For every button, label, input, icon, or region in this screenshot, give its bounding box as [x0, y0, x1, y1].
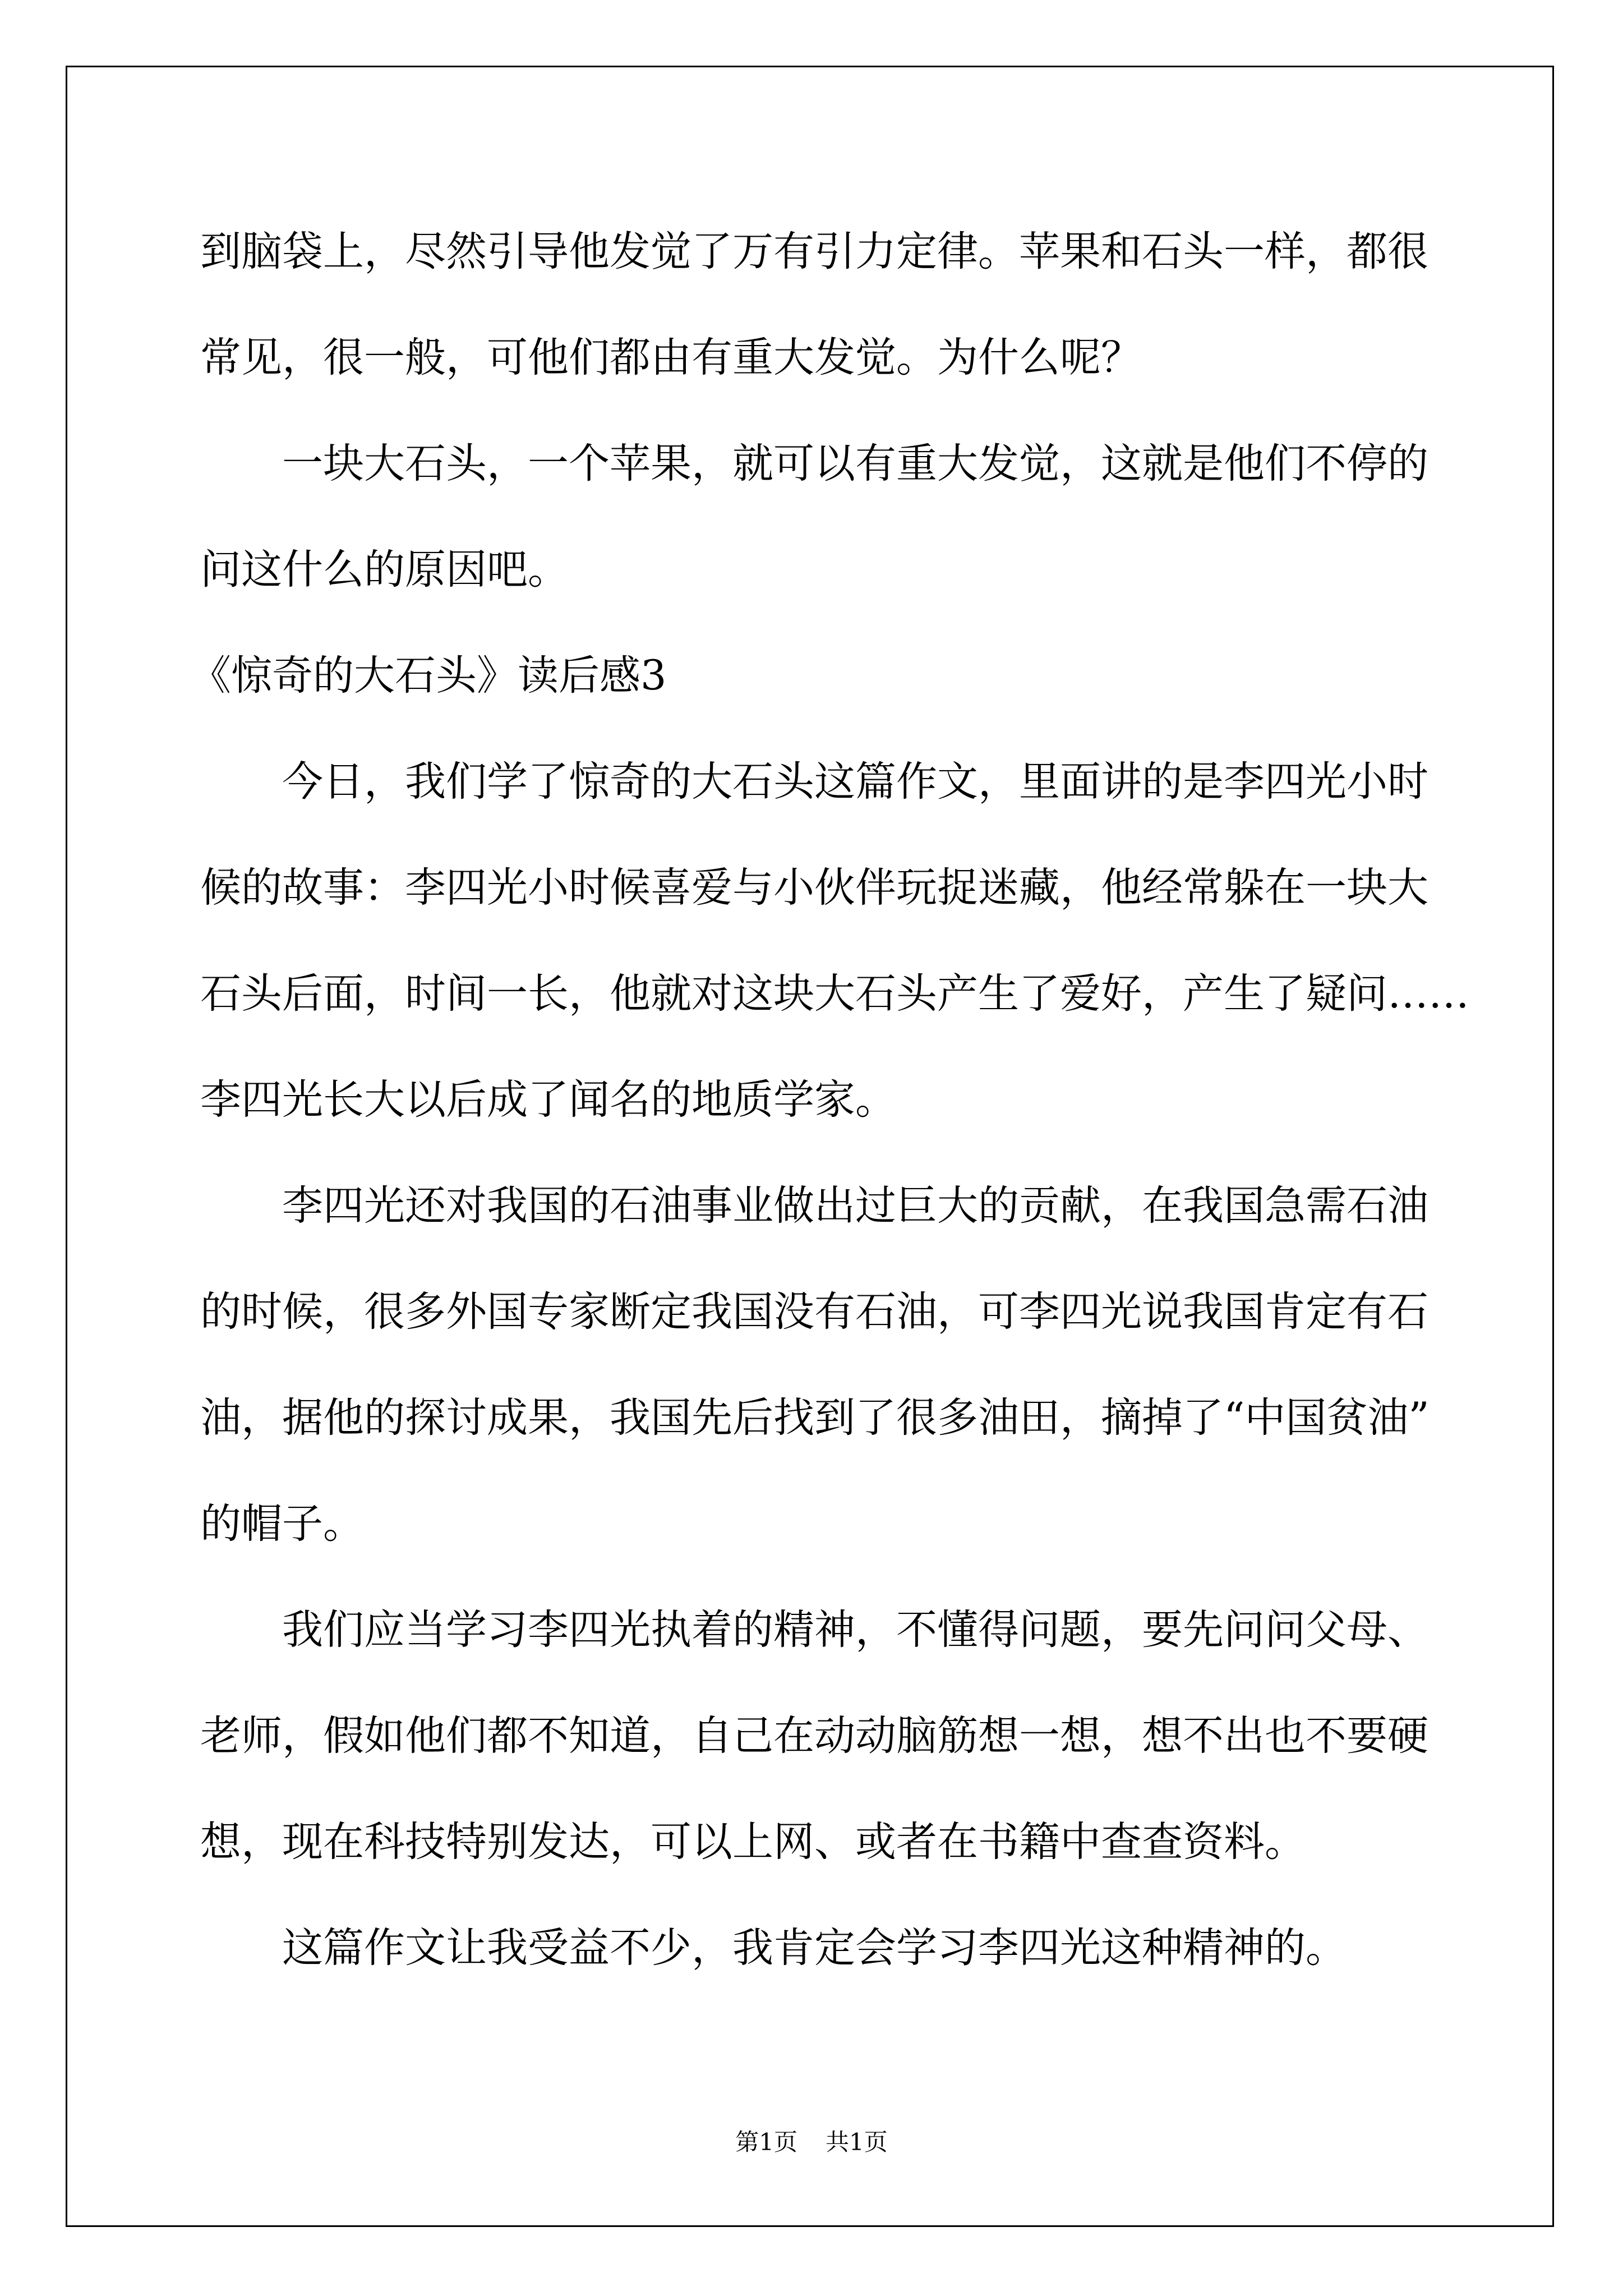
text-line: 油，据他的探讨成果，我国先后找到了很多油田，摘掉了“中国贫油”	[200, 1394, 1430, 1442]
paragraph	[200, 729, 1507, 1153]
text-line: 这篇作文让我受益不少，我肯定会学习李四光这种精神的。	[282, 1924, 1347, 1972]
page-footer	[0, 2128, 1623, 2156]
paragraph	[200, 1895, 1507, 2001]
document-body	[190, 199, 1507, 2001]
text-line: 石头后面，时间一长，他就对这块大石头产生了爱好，产生了疑问……	[200, 970, 1469, 1018]
text-line: 老师，假如他们都不知道，自己在动动脑筋想一想，想不出也不要硬	[200, 1712, 1428, 1760]
text-line: 想，现在科技特别发达，可以上网、或者在书籍中查查资料。	[200, 1818, 1306, 1866]
text-line: 的帽子。	[200, 1500, 364, 1548]
paragraph	[200, 411, 1507, 623]
text-line: 的时候，很多外国专家断定我国没有石油，可李四光说我国肯定有石	[200, 1288, 1428, 1336]
text-line: 今日，我们学了惊奇的大石头这篇作文，里面讲的是李四光小时	[282, 758, 1428, 806]
paragraph	[200, 1153, 1507, 1577]
text-line: 李四光长大以后成了闻名的地质学家。	[200, 1076, 896, 1124]
page-number: 第1页	[735, 2128, 797, 2156]
text-line: 李四光还对我国的石油事业做出过巨大的贡献，在我国急需石油	[282, 1182, 1428, 1230]
paragraph	[200, 199, 1507, 411]
section-heading: 《惊奇的大石头》读后感3	[190, 652, 667, 700]
text-line: 问这什么的原因吧。	[200, 546, 569, 593]
paragraph	[200, 1577, 1507, 1895]
text-line: 我们应当学习李四光执着的精神，不懂得问题，要先问问父母、	[282, 1606, 1428, 1654]
text-line: 候的故事：李四光小时候喜爱与小伙伴玩捉迷藏，他经常躲在一块大	[200, 864, 1428, 912]
text-line: 一块大石头，一个苹果，就可以有重大发觉，这就是他们不停的	[282, 440, 1428, 487]
page-total: 共1页	[826, 2128, 888, 2156]
text-line: 常见，很一般，可他们都由有重大发觉。为什么呢？	[200, 334, 1142, 381]
text-line: 到脑袋上，尽然引导他发觉了万有引力定律。苹果和石头一样，都很	[200, 228, 1428, 275]
